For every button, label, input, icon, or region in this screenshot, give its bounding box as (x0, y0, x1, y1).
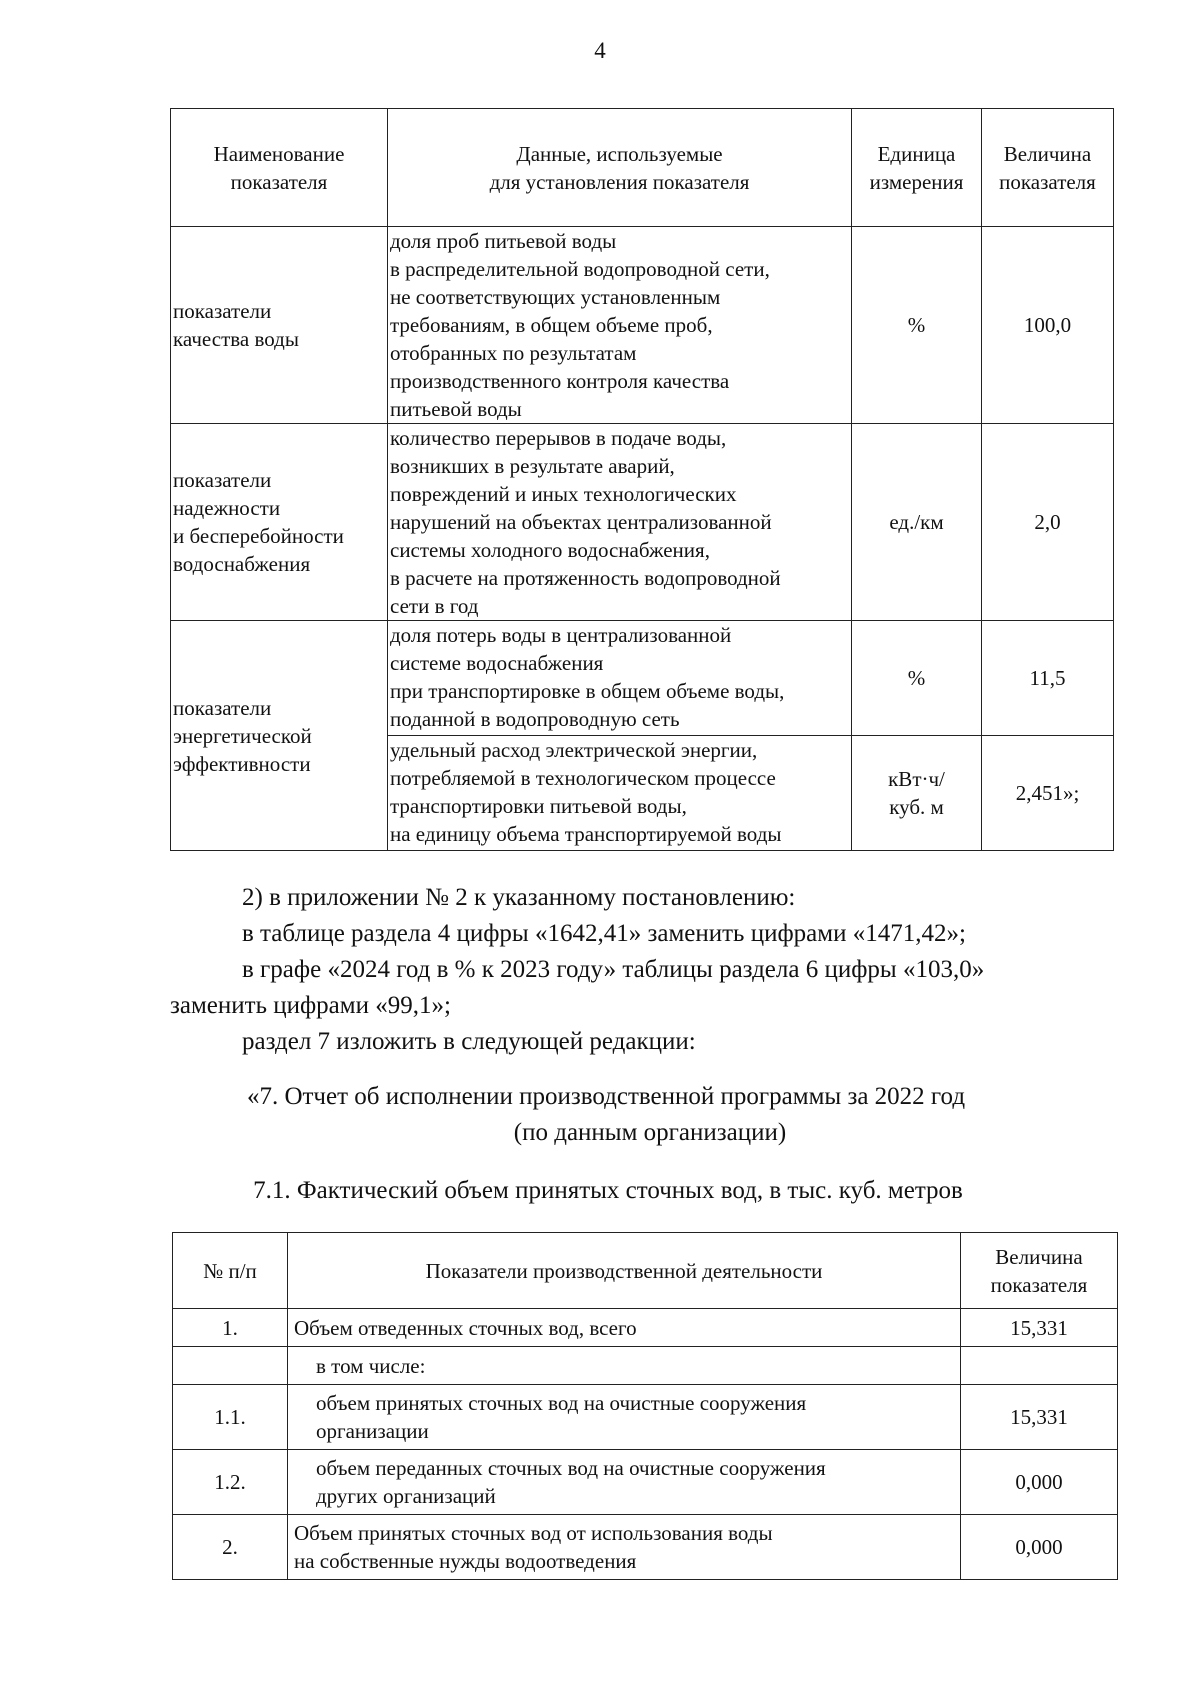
row-indicator: объем принятых сточных вод на очистные сооружения организации (288, 1385, 961, 1450)
paragraph: в графе «2024 год в % к 2023 году» таблицы раздела 6 цифры «103,0» (242, 956, 985, 983)
table-row (173, 1385, 1118, 1450)
row-value: 0,000 (961, 1515, 1118, 1580)
header-data: Данные, используемые для установления показателя (388, 109, 852, 227)
row-num: 2. (173, 1515, 288, 1580)
table-row (173, 1450, 1118, 1515)
indicator-data: доля проб питьевой воды в распределительной водопроводной сети, не соответствующих установленным требованиям, в общем объеме проб, отобранных по результатам производственного контроля качества питьевой воды (388, 227, 852, 424)
subsection-title: 7.1. Фактический объем принятых сточных вод, в тыс. куб. метров (253, 1177, 963, 1204)
section-title-sub: (по данным организации) (513, 1119, 787, 1146)
table-row (173, 1515, 1118, 1580)
row-value: 15,331 (961, 1385, 1118, 1450)
row-indicator: Объем отведенных сточных вод, всего (288, 1309, 961, 1347)
indicators-table (170, 108, 1114, 851)
table-row (171, 424, 1114, 621)
indicator-data: количество перерывов в подаче воды, возникших в результате аварий, повреждений и иных технологических нарушений на объектах централизованной системы холодного водоснабжения, в расчете на протяженность водопроводной сети в год (388, 424, 852, 621)
row-value (961, 1347, 1118, 1385)
indicator-unit: % (852, 621, 982, 736)
paragraph: раздел 7 изложить в следующей редакции: (242, 1028, 696, 1055)
wastewater-table (172, 1232, 1118, 1580)
header-num: № п/п (173, 1233, 288, 1309)
row-num (173, 1347, 288, 1385)
indicator-name: показатели энергетической эффективности (171, 621, 388, 851)
row-num: 1. (173, 1309, 288, 1347)
indicator-name: показатели надежности и бесперебойности водоснабжения (171, 424, 388, 621)
row-value: 15,331 (961, 1309, 1118, 1347)
header-unit: Единица измерения (852, 109, 982, 227)
row-indicator: объем переданных сточных вод на очистные сооружения других организаций (288, 1450, 961, 1515)
header-name: Наименование показателя (171, 109, 388, 227)
indicator-data: удельный расход электрической энергии, потребляемой в технологическом процессе транспортировки питьевой воды, на единицу объема транспортируемой воды (388, 736, 852, 851)
row-indicator: в том числе: (288, 1347, 961, 1385)
table-header-row (171, 109, 1114, 227)
table-row (173, 1347, 1118, 1385)
header-value: Величина показателя (982, 109, 1114, 227)
row-num: 1.1. (173, 1385, 288, 1450)
row-value: 0,000 (961, 1450, 1118, 1515)
table-row (171, 621, 1114, 736)
page-number: 4 (594, 38, 606, 63)
indicator-name: показатели качества воды (171, 227, 388, 424)
paragraph: заменить цифрами «99,1»; (170, 992, 451, 1019)
indicator-value: 2,451»; (982, 736, 1114, 851)
header-value: Величина показателя (961, 1233, 1118, 1309)
header-indicator: Показатели производственной деятельности (288, 1233, 961, 1309)
row-indicator: Объем принятых сточных вод от использования воды на собственные нужды водоотведения (288, 1515, 961, 1580)
paragraph: в таблице раздела 4 цифры «1642,41» заменить цифрами «1471,42»; (242, 920, 966, 947)
indicator-unit: ед./км (852, 424, 982, 621)
indicator-value: 11,5 (982, 621, 1114, 736)
section-title: «7. Отчет об исполнении производственной программы за 2022 год (246, 1083, 966, 1110)
indicator-value: 100,0 (982, 227, 1114, 424)
indicator-unit: кВт·ч/ куб. м (852, 736, 982, 851)
paragraph: 2) в приложении № 2 к указанному постановлению: (242, 884, 796, 911)
indicator-unit: % (852, 227, 982, 424)
table-row (173, 1309, 1118, 1347)
table-header-row (173, 1233, 1118, 1309)
indicator-value: 2,0 (982, 424, 1114, 621)
row-num: 1.2. (173, 1450, 288, 1515)
indicator-data: доля потерь воды в централизованной системе водоснабжения при транспортировке в общем объеме воды, поданной в водопроводную сеть (388, 621, 852, 736)
table-row (171, 227, 1114, 424)
